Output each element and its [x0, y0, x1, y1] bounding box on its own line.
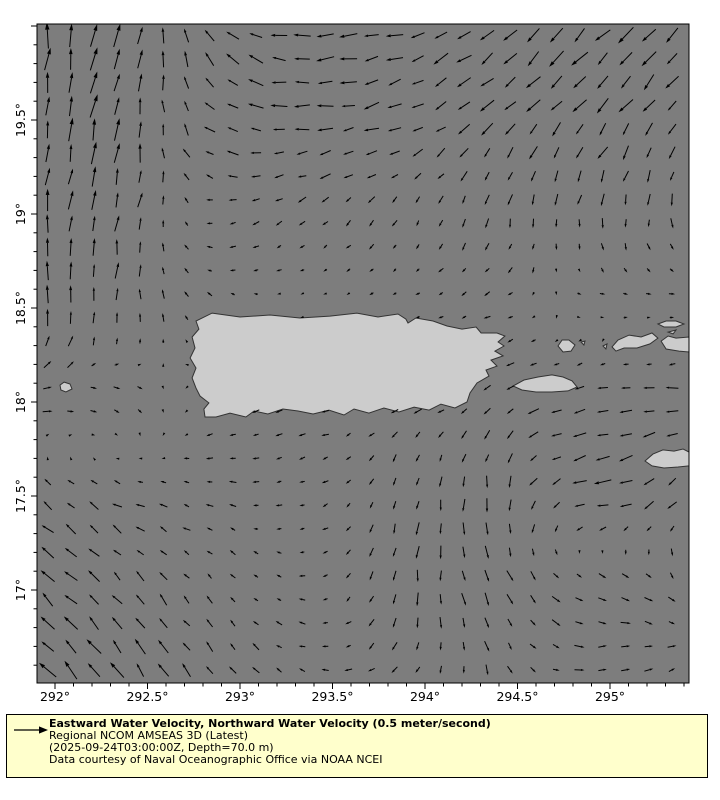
- y-tick-label: 19°: [13, 202, 28, 226]
- x-tick-label: 292°: [39, 689, 71, 704]
- legend-time-depth: (2025-09-24T03:00:00Z, Depth=70.0 m): [49, 741, 274, 754]
- x-tick-label: 293°: [224, 689, 256, 704]
- x-tick-label: 293.5°: [311, 689, 354, 704]
- y-tick-label: 18°: [13, 390, 28, 414]
- legend-title: Eastward Water Velocity, Northward Water Velocity (0.5 meter/second): [49, 717, 491, 730]
- x-tick-label: 295°: [594, 689, 626, 704]
- legend-box: [6, 714, 708, 778]
- y-tick-label: 18.5°: [13, 290, 28, 326]
- legend-data-courtesy: Data courtesy of Naval Oceanographic Office via NOAA NCEI: [49, 753, 383, 766]
- y-tick-label: 17.5°: [13, 478, 28, 514]
- legend-reference-arrow-icon: [13, 724, 49, 736]
- y-tick-label: 19.5°: [13, 102, 28, 138]
- x-tick-label: 292.5°: [126, 689, 169, 704]
- x-tick-label: 294.5°: [496, 689, 539, 704]
- island-puerto-rico: [190, 313, 505, 417]
- legend-model-name: Regional NCOM AMSEAS 3D (Latest): [49, 729, 248, 742]
- y-tick-label: 17°: [13, 578, 28, 602]
- x-tick-label: 294°: [409, 689, 441, 704]
